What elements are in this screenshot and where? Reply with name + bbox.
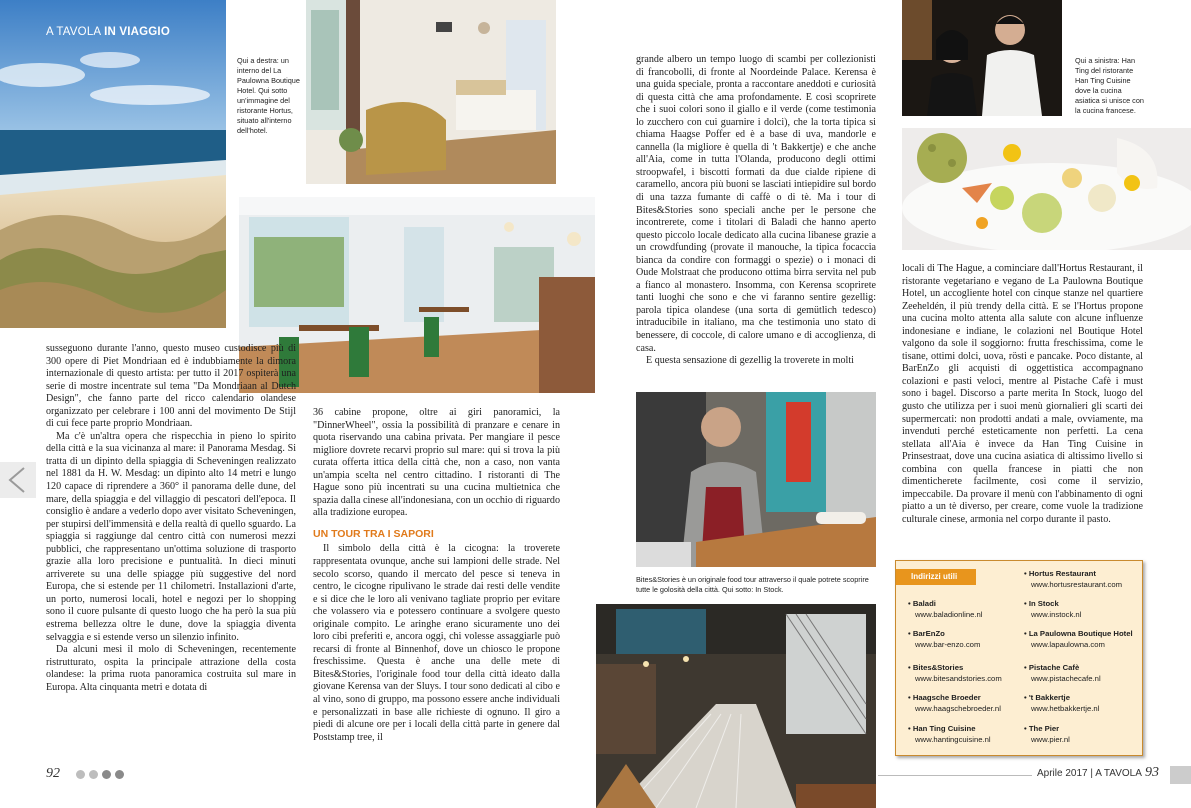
address-url[interactable]: www.hetbakkertje.nl [1031, 704, 1100, 713]
section-bold: IN VIAGGIO [104, 26, 170, 38]
decor-dot [89, 770, 98, 779]
next-page-tab[interactable] [1170, 766, 1191, 784]
beach-photo [0, 0, 226, 328]
page-number-left: 92 [46, 766, 60, 781]
address-url[interactable]: www.bitesandstories.com [915, 674, 1002, 683]
decor-dot [76, 770, 85, 779]
address-url[interactable]: www.hantingcuisine.nl [915, 735, 991, 744]
address-name: • In Stock [1024, 599, 1059, 608]
address-url[interactable]: www.pistachecafe.nl [1031, 674, 1101, 683]
section-subheading: UN TOUR TRA I SAPORI [313, 527, 434, 540]
address-name: • BarEnZo [908, 629, 945, 638]
address-url[interactable]: www.bar-enzo.com [915, 640, 981, 649]
prev-page-tab[interactable] [0, 462, 36, 498]
hotel-room-photo [306, 0, 556, 184]
address-name: • Hortus Restaurant [1024, 569, 1096, 578]
address-item [1024, 598, 1081, 620]
address-url[interactable]: www.haagschebroeder.nl [915, 704, 1001, 713]
address-url[interactable]: www.baladionline.nl [915, 610, 983, 619]
address-name: • The Pier [1024, 724, 1059, 733]
address-name: • Haagsche Broeder [908, 693, 981, 702]
address-item [908, 598, 983, 620]
address-name: • La Paulowna Boutique Hotel [1024, 629, 1133, 638]
useful-addresses-title: Indirizzi utili [896, 569, 976, 585]
address-item [908, 628, 980, 650]
footer-rule [878, 775, 1032, 776]
address-item [1024, 692, 1099, 714]
address-url[interactable]: www.instock.nl [1031, 610, 1082, 619]
address-item [908, 662, 1002, 684]
chef-caption: Qui a sinistra: Han Ting del ristorante Han Ting Cuisine dove la cucina asiatica si unisce con la cucina francese. [1075, 56, 1144, 115]
address-name: • Han Ting Cuisine [908, 724, 975, 733]
address-item [908, 723, 991, 745]
decor-dot [102, 770, 111, 779]
han-ting-dish-photo [902, 128, 1191, 250]
paragraph: E questa sensazione di gezellig la troverete in molti [646, 355, 854, 367]
text-column-4 [902, 263, 1143, 526]
running-title: Aprile 2017 | A TAVOLA [1037, 768, 1142, 779]
address-name: • Bites&Stories [908, 663, 963, 672]
chevron-left-icon [0, 462, 36, 498]
han-ting-chef-photo [902, 0, 1062, 116]
paragraph: locali di The Hague, a cominciare dall'Hortus Restaurant, il ristorante vegetariano e vegano de La Paulowna Boutique Hotel, un accogliente hotel con cinque stanze nel quartiere Zeeheldén, il più trendy della città. E se l'Hortus propone una cucina molto attenta alla salute con alcune influenze indonesiane e indiane, le colazioni nel Boutique Hotel valgono da sole il soggiorno: frutta freschissima, come le tisane, ottimi dolci, uova, rösti e pancake. Poco distante, al BarEnZo gli acquisti di oggettistica accompagnano colazioni e pasti veloci, mentre al Pistache Cafè i must sono i bagel. Discorso a parte merita In Stock, luogo del gusto che utilizza per i suoi menù giornalieri gli scarti dei supermercati: non prodotti andati a male, ovviamente, ma invenduti perché esteticamente non perfetti. La cena stellata all'Aia è invece da Han Ting Cuisine in Prinsestraat, dove una cucina asiatica di altissimo livello si combina con quella francese in piatti che non dimenticherete facilmente, così come il servizio, impeccabile. Da provare il menù con l'abbinamento di ogni piatto a un tè diverso, per creare, come vuole la tradizione culturale cinese, armonia nel corpo durante il pasto. [902, 263, 1143, 525]
paragraph: Ma c'è un'altra opera che rispecchia in pieno lo spirito della città e la sua vicinanza al mare: il Panorama Mesdag. Si tratta di un dipinto della spiaggia di Scheveningen realizzato nel 1881 da H. W. Mesdag: un dipinto alto 14 metri e lungo 120 capace di riprendere a 360° il panorama delle dune, del mare, della spiaggia e del villaggio di pescatori dell'epoca. Il consiglio è andare a vederlo dopo aver visitato Scheveningen, per stupirsi dell'immensità e della realtà di quello sguardo. La spiaggia si raggiunge dal centro città con numerosi mezzi pubblici, che rappresentano un'ottima soluzione di trasporto grazie alla loro precisione e puntualità. In dieci minuti arriverete su una delle spiagge più suggestive del nord Europa, che si estende per 11 chilometri. Installazioni d'arte, un porto, numerosi locali, hotel e negozi per lo shopping sono il cuore pulsante di questo luogo che ha però la sua più estrema bellezza oltre le dune, dove la spiaggia diventa selvaggia e si estende verso un silenzio infinito. [46, 430, 296, 643]
in-stock-interior-photo [596, 604, 876, 808]
address-url[interactable]: www.hortusrestaurant.com [1031, 580, 1123, 589]
text-column-2 [313, 407, 560, 744]
address-name: • Pistache Cafè [1024, 663, 1079, 672]
text-column-3 [636, 54, 876, 368]
address-url[interactable]: www.pier.nl [1031, 735, 1070, 744]
section-label [46, 26, 170, 38]
paragraph: grande albero un tempo luogo di scambi per collezionisti di francobolli, di fronte al Noordeinde Palace. Kerensa è una guida speciale, pronta a raccontare aneddoti e curiosità di questa città che ama profondamente. E così scoprirete che i suoi colori sono il giallo e il verde (come testimonia lo zucchero con cui guarnire i dolci), che la torta tipica si chiama Haagse Poffer ed è a base di uva, mandorle e cannella (la migliore è quella di 't Bakkertje) e che anche all'Aia, come in tutta l'Olanda, producono degli ottimi stroopwafel, i biscotti formati da due cialde ripiene di caramello, ancora più buoni se lasciati intiepidire sul bordo di una tazza fumante di caffè o di tè. Ma i tour di Bites&Stories sono speciali anche per le persone che incontrerete, come i titolari di Baladi che hanno aperto questo piccolo locale dedicato alla cucina libanese grazie a un crowdfunding (provate il manouche, la tipica focaccia bianca da condire con formaggi o spezie) o i monaci di Oude Molstraat che producono ottima birra servita nel pub a fianco al monastero. Insomma, con Kerensa scoprirete tanti luoghi che sono e che vi faranno sentire gezellig: parola tipica olandese (una sorta di gemütlich tedesco) intraducibile in italiano, ma che testimonia uno stato di benessere, di coccole, di calore umano e di accoglienza, di casa. [636, 54, 876, 354]
cook-caption: Bites&Stories è un originale food tour attraverso il quale potrete scoprire tutte le golosità della città. Qui sotto: In Stock. [636, 575, 869, 594]
bites-stories-cook-photo [636, 392, 876, 567]
paragraph: susseguono durante l'anno, questo museo custodisce più di 300 opere di Piet Mondriaan ed è indubbiamente la dimora internazionale di questo artista: per tutto il 2017 ospiterà una serie di mostre incentrate sul tema "Da Mondriaan al Dutch Design", che fanno parte del ricco calendario olandese organizzato per celebrare i 100 anni del movimento De Stijl di cui fece parte proprio Mondriaan. [46, 343, 296, 430]
paragraph: Il simbolo della città è la cicogna: la troverete rappresentata ovunque, anche sui lampioni delle strade. Nel secolo scorso, quando il mercato del pesce si teneva in centro, le cicogne ripulivano le strade dai resti delle vendite e si dice che le loro ali venivano tagliate proprio per evitare che volassero via e potessero continuare a svolgere questo originale compito. Le aringhe erano sicuramente uno dei loro cibi preferiti e, ancora oggi, chi volesse assaggiarle può recarsi di fronte al Binnenhof, dove un chiosco le propone freschissime. Questa è anche una delle mete di Bites&Stories, l'originale food tour della città ideato dalla giovane Kerensa van der Sluys. I tour sono dedicati al cibo e al vino, sono di gruppo, ma possono essere anche individuali e personalizzati in base alle richieste di ognuno. Il giro a piedi di alcune ore per i locali della città parte in genere dal Poststamp tree, il [313, 543, 560, 743]
decor-dot [115, 770, 124, 779]
address-item [1024, 723, 1070, 745]
page-number-right: 93 [1145, 765, 1159, 780]
address-item [1024, 628, 1133, 650]
paragraph: 36 cabine propone, oltre ai giri panoramici, la "DinnerWheel", ossia la possibilità di pranzare e cenare in quota riservando una cabina privata. Per mangiare il pesce migliore dovrete recarvi proprio sul mare: qui si trova la più curata offerta ittica della città che, non a caso, non vanta un'ampia scelta nel centro cittadino. I ristoranti di The Hague sono più incentrati su una cucina multietnica che spazia dalla cinese all'indonesiana, con un occhio di riguardo alla tradizione europea. [313, 407, 560, 519]
address-name: • Baladi [908, 599, 936, 608]
address-item [1024, 662, 1101, 684]
text-column-1 [46, 343, 296, 694]
section-prefix: A TAVOLA [46, 26, 101, 38]
paragraph: Da alcuni mesi il molo di Scheveningen, recentemente ristrutturato, ospita la principale attrazione della costa olandese: la prima ruota panoramica costruita sul mare in Europa. Alta cinquanta metri e dotata di [46, 644, 296, 693]
hotel-caption: Qui a destra: un interno del La Paulowna Boutique Hotel. Qui sotto un'immagine del ristorante Hortus, situato all'interno dell'hotel. [237, 56, 300, 135]
address-item [908, 692, 1001, 714]
address-item [1024, 568, 1122, 590]
address-url[interactable]: www.lapaulowna.com [1031, 640, 1105, 649]
address-name: • 't Bakkertje [1024, 693, 1070, 702]
